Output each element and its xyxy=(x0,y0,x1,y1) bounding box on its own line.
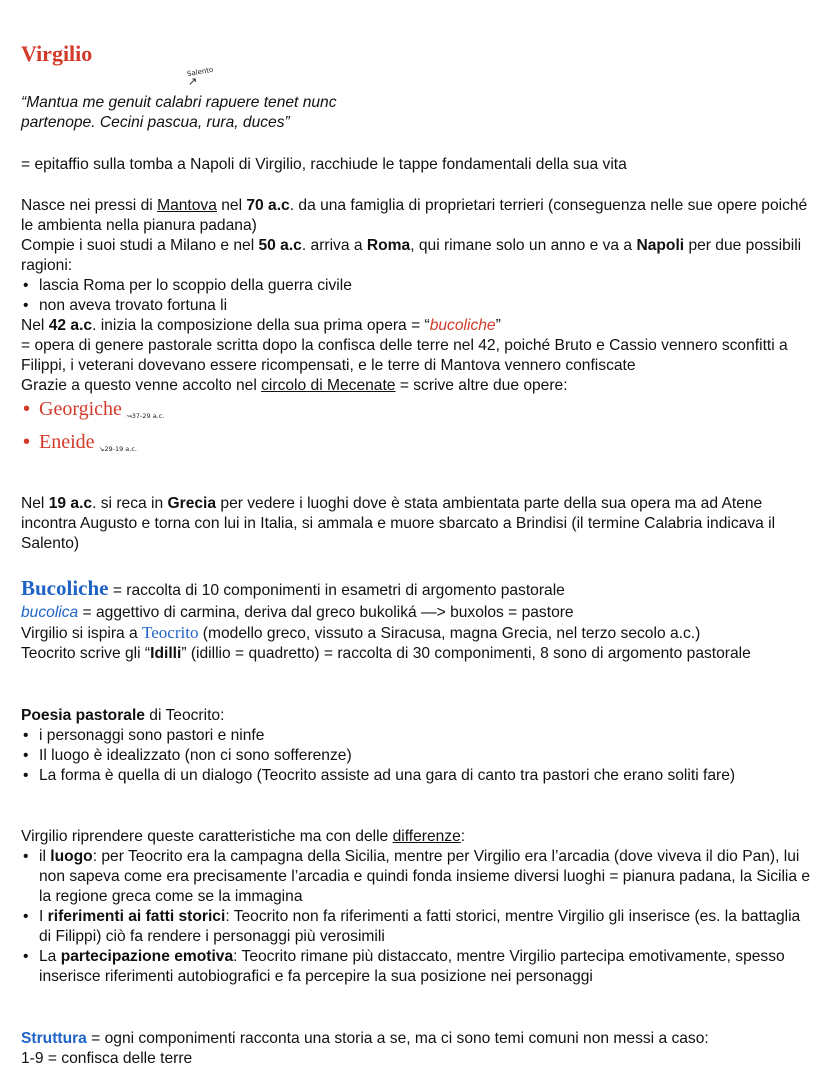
quote xyxy=(21,93,337,133)
bio-paragraph-4: = opera di genere pastorale scritta dopo la confisca delle terre nel 42, poiché Bruto e Cassio vennero sconfitti a Filippi, i veterani dovevano essere ricompensati, e le terre di Mantova vennero confiscate xyxy=(21,337,788,374)
list-item: • Georgiche ↝37-29 a.c. xyxy=(21,396,811,429)
annotation-salento: Salento xyxy=(186,65,214,79)
arrow-icon: ↝ xyxy=(126,412,132,420)
bucoliche-heading-line: Bucoliche = raccolta di 10 componimenti in esametri di argomento pastorale xyxy=(21,576,565,600)
bucolica-line: bucolica = aggettivo di carmina, deriva dal greco bukoliká —> buxolos = pastore xyxy=(21,604,574,621)
quote-line-2: partenope. Cecini pascua, rura, duces” xyxy=(21,114,290,131)
annotation-arrow-icon: ↗ xyxy=(188,76,198,88)
teocrito-line: Virgilio si ispira a Teocrito (modello greco, vissuto a Siracusa, magna Grecia, nel terzo secolo a.c.) xyxy=(21,623,701,642)
page-title: Virgilio xyxy=(21,41,93,66)
epitaph xyxy=(21,155,811,175)
bio-paragraph-1: Nasce nei pressi di Mantova nel 70 a.c. da una famiglia di proprietari terrieri (conseguenza nelle sue opere poiché le ambienta nella pianura padana) xyxy=(21,197,808,234)
epitaph-text: = epitaffio sulla tomba a Napoli di Virgilio, racchiude le tappe fondamentali della sua vita xyxy=(21,156,627,173)
list-item: • I riferimenti ai fatti storici: Teocrito non fa riferimenti a fatti storici, mentre Virgilio gli inserisce (es. la battaglia di Filippi) ciò fa rendere i personaggi più verosimili xyxy=(21,907,811,947)
list-item: • lascia Roma per lo scoppio della guerra civile xyxy=(21,276,811,296)
list-item: • Eneide ↘29-19 a.c. xyxy=(21,429,811,462)
list-item: • i personaggi sono pastori e ninfe xyxy=(21,726,811,746)
struttura-section xyxy=(21,1029,811,1069)
greece-paragraph: Nel 19 a.c. si reca in Grecia per vedere i luoghi dove è stata ambientata parte della sua opera ma ad Atene incontra Augusto e torna con lui in Italia, si ammala e muore sbarcato a Brindisi (il termine Calabria indicava il Salento) xyxy=(21,495,776,552)
quote-line-1: “Mantua me genuit calabri rapuere tenet nunc xyxy=(21,94,337,111)
pastorale-list xyxy=(21,726,811,786)
bio-paragraph-2: Compie i suoi studi a Milano e nel 50 a.c. arriva a Roma, qui rimane solo un anno e va a Napoli per due possibili ragioni: xyxy=(21,237,802,274)
list-item: • non aveva trovato fortuna li xyxy=(21,296,811,316)
differenze-list xyxy=(21,847,811,987)
works-list xyxy=(21,396,811,462)
bucoliche-section xyxy=(21,576,811,664)
bio-paragraph-3: Nel 42 a.c. inizia la composizione della sua prima opera = “bucoliche” xyxy=(21,317,501,334)
arrow-icon: ↘ xyxy=(98,445,105,453)
idilli-line: Teocrito scrive gli “Idilli” (idillio = quadretto) = raccolta di 30 componimenti, 8 sono di argomento pastorale xyxy=(21,645,751,662)
list-item: • La partecipazione emotiva: Teocrito rimane più distaccato, mentre Virgilio partecipa emotivamente, spesso inserisce riferimenti autobiografici e fa percepire la sua posizione nei personaggi xyxy=(21,947,811,987)
differenze-intro: Virgilio riprendere queste caratteristiche ma con delle differenze: xyxy=(21,828,466,845)
bio-paragraph-5: Grazie a questo venne accolto nel circolo di Mecenate = scrive altre due opere: xyxy=(21,377,568,394)
greece-section xyxy=(21,494,811,554)
list-item: • La forma è quella di un dialogo (Teocrito assiste ad una gara di canto tra pastori che erano soliti fare) xyxy=(21,766,811,786)
section-heading: Bucoliche xyxy=(21,576,109,600)
list-item: • Il luogo è idealizzato (non ci sono sofferenze) xyxy=(21,746,811,766)
differenze-section xyxy=(21,827,811,987)
struttura-line: Struttura = ogni componimenti racconta una storia a se, ma ci sono temi comuni non messi a caso: xyxy=(21,1030,709,1047)
pastorale-heading: Poesia pastorale di Teocrito: xyxy=(21,707,225,724)
pastorale-section xyxy=(21,706,811,786)
reasons-list xyxy=(21,276,811,316)
list-item: • il luogo: per Teocrito era la campagna della Sicilia, mentre per Virgilio era l’arcadia (dove viveva il dio Pan), lui non sapeva come era precisamente l’arcadia e quindi fonda insieme diversi luoghi = pianura padana, la Sicilia e la regione greca come se la immagina xyxy=(21,847,811,907)
struttura-line-2: 1-9 = confisca delle terre xyxy=(21,1050,193,1067)
bio-section xyxy=(21,196,811,462)
